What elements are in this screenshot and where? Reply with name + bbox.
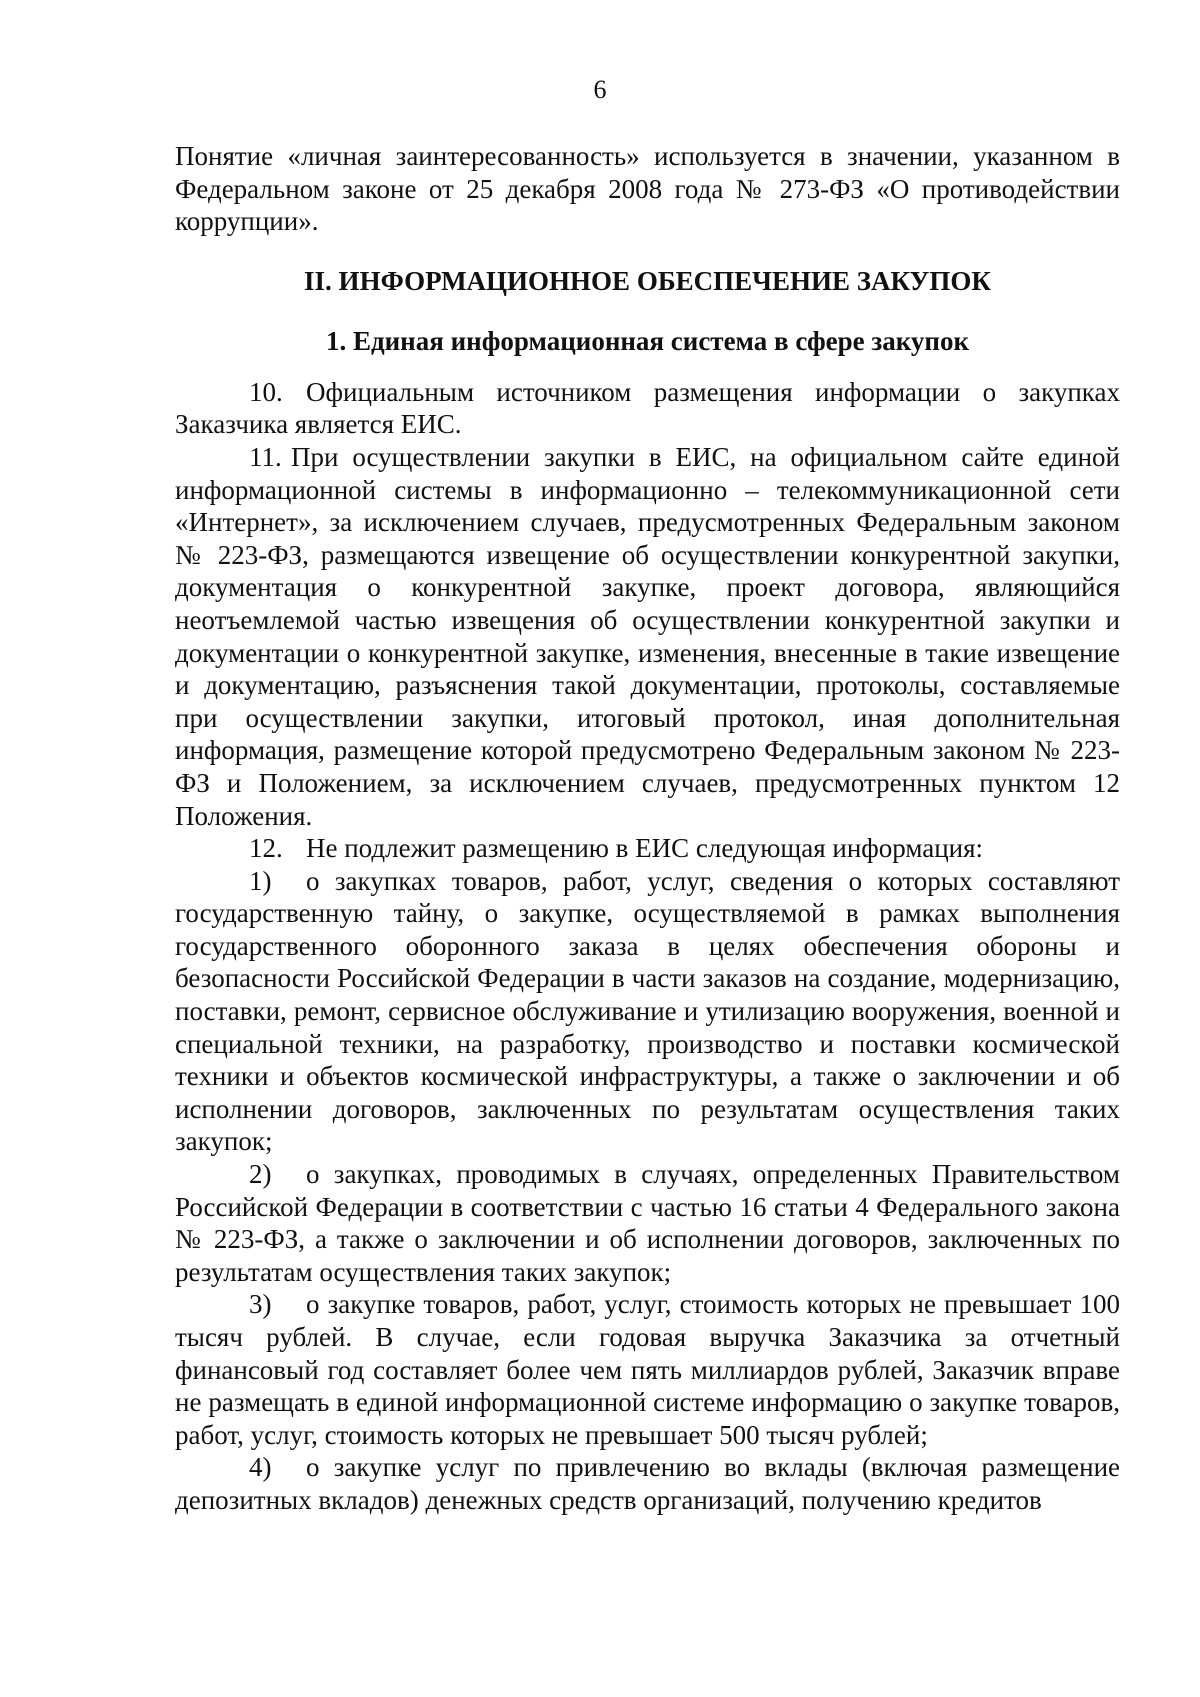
list-item-2	[175, 1158, 1120, 1288]
intro-paragraph: Понятие «личная заинтересованность» используется в значении, указанном в Федеральном законе от 25 декабря 2008 года № 273-ФЗ «О противодействии коррупции».	[175, 141, 1120, 237]
paragraph-text: Официальным источником размещения информации о закупках Заказчика является ЕИС.	[175, 376, 1120, 440]
paragraph-11	[175, 441, 1120, 832]
list-item-number: 3)	[249, 1289, 272, 1320]
subsection-title: 1. Единая информационная система в сфере закупок	[325, 325, 970, 356]
list-item-number: 2)	[249, 1159, 272, 1190]
document-body	[175, 140, 1120, 1517]
paragraph-number: 12.	[249, 833, 283, 864]
section-title: II. ИНФОРМАЦИОННОЕ ОБЕСПЕЧЕНИЕ ЗАКУПОК	[304, 265, 991, 296]
list-item-1	[175, 865, 1120, 1158]
list-item-text: о закупках, проводимых в случаях, определенных Правительством Российской Федерации в соответствии с частью 16 статьи 4 Федерального закона № 223-ФЗ, а также о заключении и об исполнении договоров, заключенных по результатам осуществления таких закупок;	[175, 1159, 1120, 1287]
paragraph-text: При осуществлении закупки в ЕИС, на официальном сайте единой информационной системы в информационно – телекоммуникационной сети «Интернет», за исключением случаев, предусмотренных Федеральным законом № 223-ФЗ, размещаются извещение об осуществлении конкурентной закупки, документация о конкурентной закупке, проект договора, являющийся неотъемлемой частью извещения об осуществлении конкурентной закупки и документации о конкурентной закупке, изменения, внесенные в такие извещение и документацию, разъяснения такой документации, протоколы, составляемые при осуществлении закупки, итоговый протокол, иная дополнительная информация, размещение которой предусмотрено Федеральным законом № 223-ФЗ и Положением, за исключением случаев, предусмотренных пунктом 12 Положения.	[175, 441, 1120, 831]
paragraph-10	[175, 376, 1120, 441]
list-item-3	[175, 1288, 1120, 1451]
list-item-number: 4)	[249, 1452, 272, 1483]
list-item-number: 1)	[249, 865, 272, 896]
paragraph-number: 11.	[249, 441, 282, 472]
list-item-text: о закупке товаров, работ, услуг, стоимость которых не превышает 100 тысяч рублей. В случае, если годовая выручка Заказчика за отчетный финансовый год составляет более чем пять миллиардов рублей, Заказчик вправе не размещать в единой информационной системе информацию о закупке товаров, работ, услуг, стоимость которых не превышает 500 тысяч рублей;	[175, 1289, 1120, 1450]
paragraph-text: Не подлежит размещению в ЕИС следующая информация:	[306, 833, 984, 864]
page-number: 6	[593, 75, 607, 104]
list-item-text: о закупках товаров, работ, услуг, сведения о которых составляют государственную тайну, о закупке, осуществляемой в рамках выполнения государственного оборонного заказа в целях обеспечения обороны и безопасности Российской Федерации в части заказов на создание, модернизацию, поставки, ремонт, сервисное обслуживание и утилизацию вооружения, военной и специальной техники, на разработку, производство и поставки космической техники и объектов космической инфраструктуры, а также о заключении и об исполнении договоров, заключенных по результатам осуществления таких закупок;	[175, 865, 1120, 1157]
paragraph-12	[175, 832, 1120, 865]
list-item-4	[175, 1451, 1120, 1516]
paragraph-number: 10.	[249, 376, 283, 407]
list-item-text: о закупке услуг по привлечению во вклады (включая размещение депозитных вкладов) денежных средств организаций, получению кредитов	[175, 1452, 1120, 1515]
